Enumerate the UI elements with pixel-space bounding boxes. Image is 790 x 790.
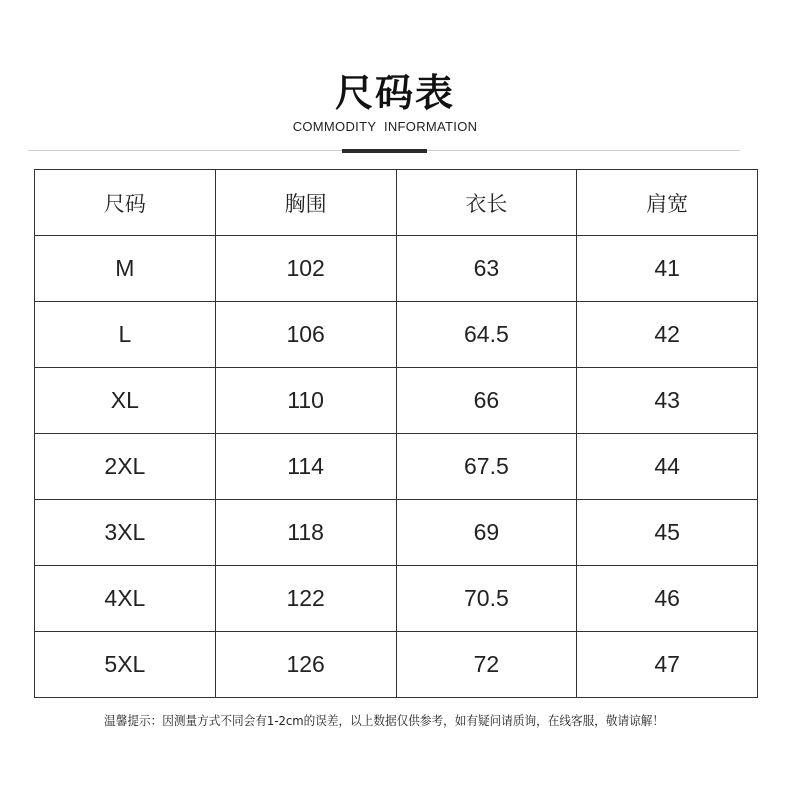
size-cell: 4XL (35, 566, 216, 632)
shoulder-cell: 43 (577, 368, 758, 434)
disclaimer-note: 温馨提示：因测量方式不同会有1-2cm的误差，以上数据仅供参考，如有疑问请质询，在线客服，敬请谅解！ (104, 713, 665, 728)
table-row (35, 566, 758, 632)
shoulder-cell: 46 (577, 566, 758, 632)
table-row (35, 236, 758, 302)
size-cell: L (35, 302, 216, 368)
header-divider-accent (342, 149, 427, 153)
shoulder-cell: 44 (577, 434, 758, 500)
length-cell: 66 (396, 368, 577, 434)
chest-cell: 122 (215, 566, 396, 632)
chest-cell: 102 (215, 236, 396, 302)
length-cell: 64.5 (396, 302, 577, 368)
table-row (35, 632, 758, 698)
length-cell: 63 (396, 236, 577, 302)
header-cell-chest: 胸围 (215, 170, 396, 236)
size-cell: 2XL (35, 434, 216, 500)
shoulder-cell: 41 (577, 236, 758, 302)
size-cell: 5XL (35, 632, 216, 698)
size-chart-table (34, 169, 758, 698)
chest-cell: 110 (215, 368, 396, 434)
length-cell: 70.5 (396, 566, 577, 632)
size-cell: 3XL (35, 500, 216, 566)
table-row (35, 368, 758, 434)
shoulder-cell: 42 (577, 302, 758, 368)
length-cell: 69 (396, 500, 577, 566)
size-cell: XL (35, 368, 216, 434)
table-row (35, 500, 758, 566)
chest-cell: 126 (215, 632, 396, 698)
table-row (35, 434, 758, 500)
header-cell-shoulder: 肩宽 (577, 170, 758, 236)
table-row (35, 302, 758, 368)
chest-cell: 114 (215, 434, 396, 500)
header-cell-size: 尺码 (35, 170, 216, 236)
length-cell: 67.5 (396, 434, 577, 500)
header-cell-length: 衣长 (396, 170, 577, 236)
chest-cell: 118 (215, 500, 396, 566)
length-cell: 72 (396, 632, 577, 698)
page-subtitle: COMMODITY INFORMATION (292, 119, 478, 134)
shoulder-cell: 45 (577, 500, 758, 566)
table-header-row (35, 170, 758, 236)
chest-cell: 106 (215, 302, 396, 368)
page-title: 尺码表 (334, 71, 455, 115)
size-cell: M (35, 236, 216, 302)
shoulder-cell: 47 (577, 632, 758, 698)
